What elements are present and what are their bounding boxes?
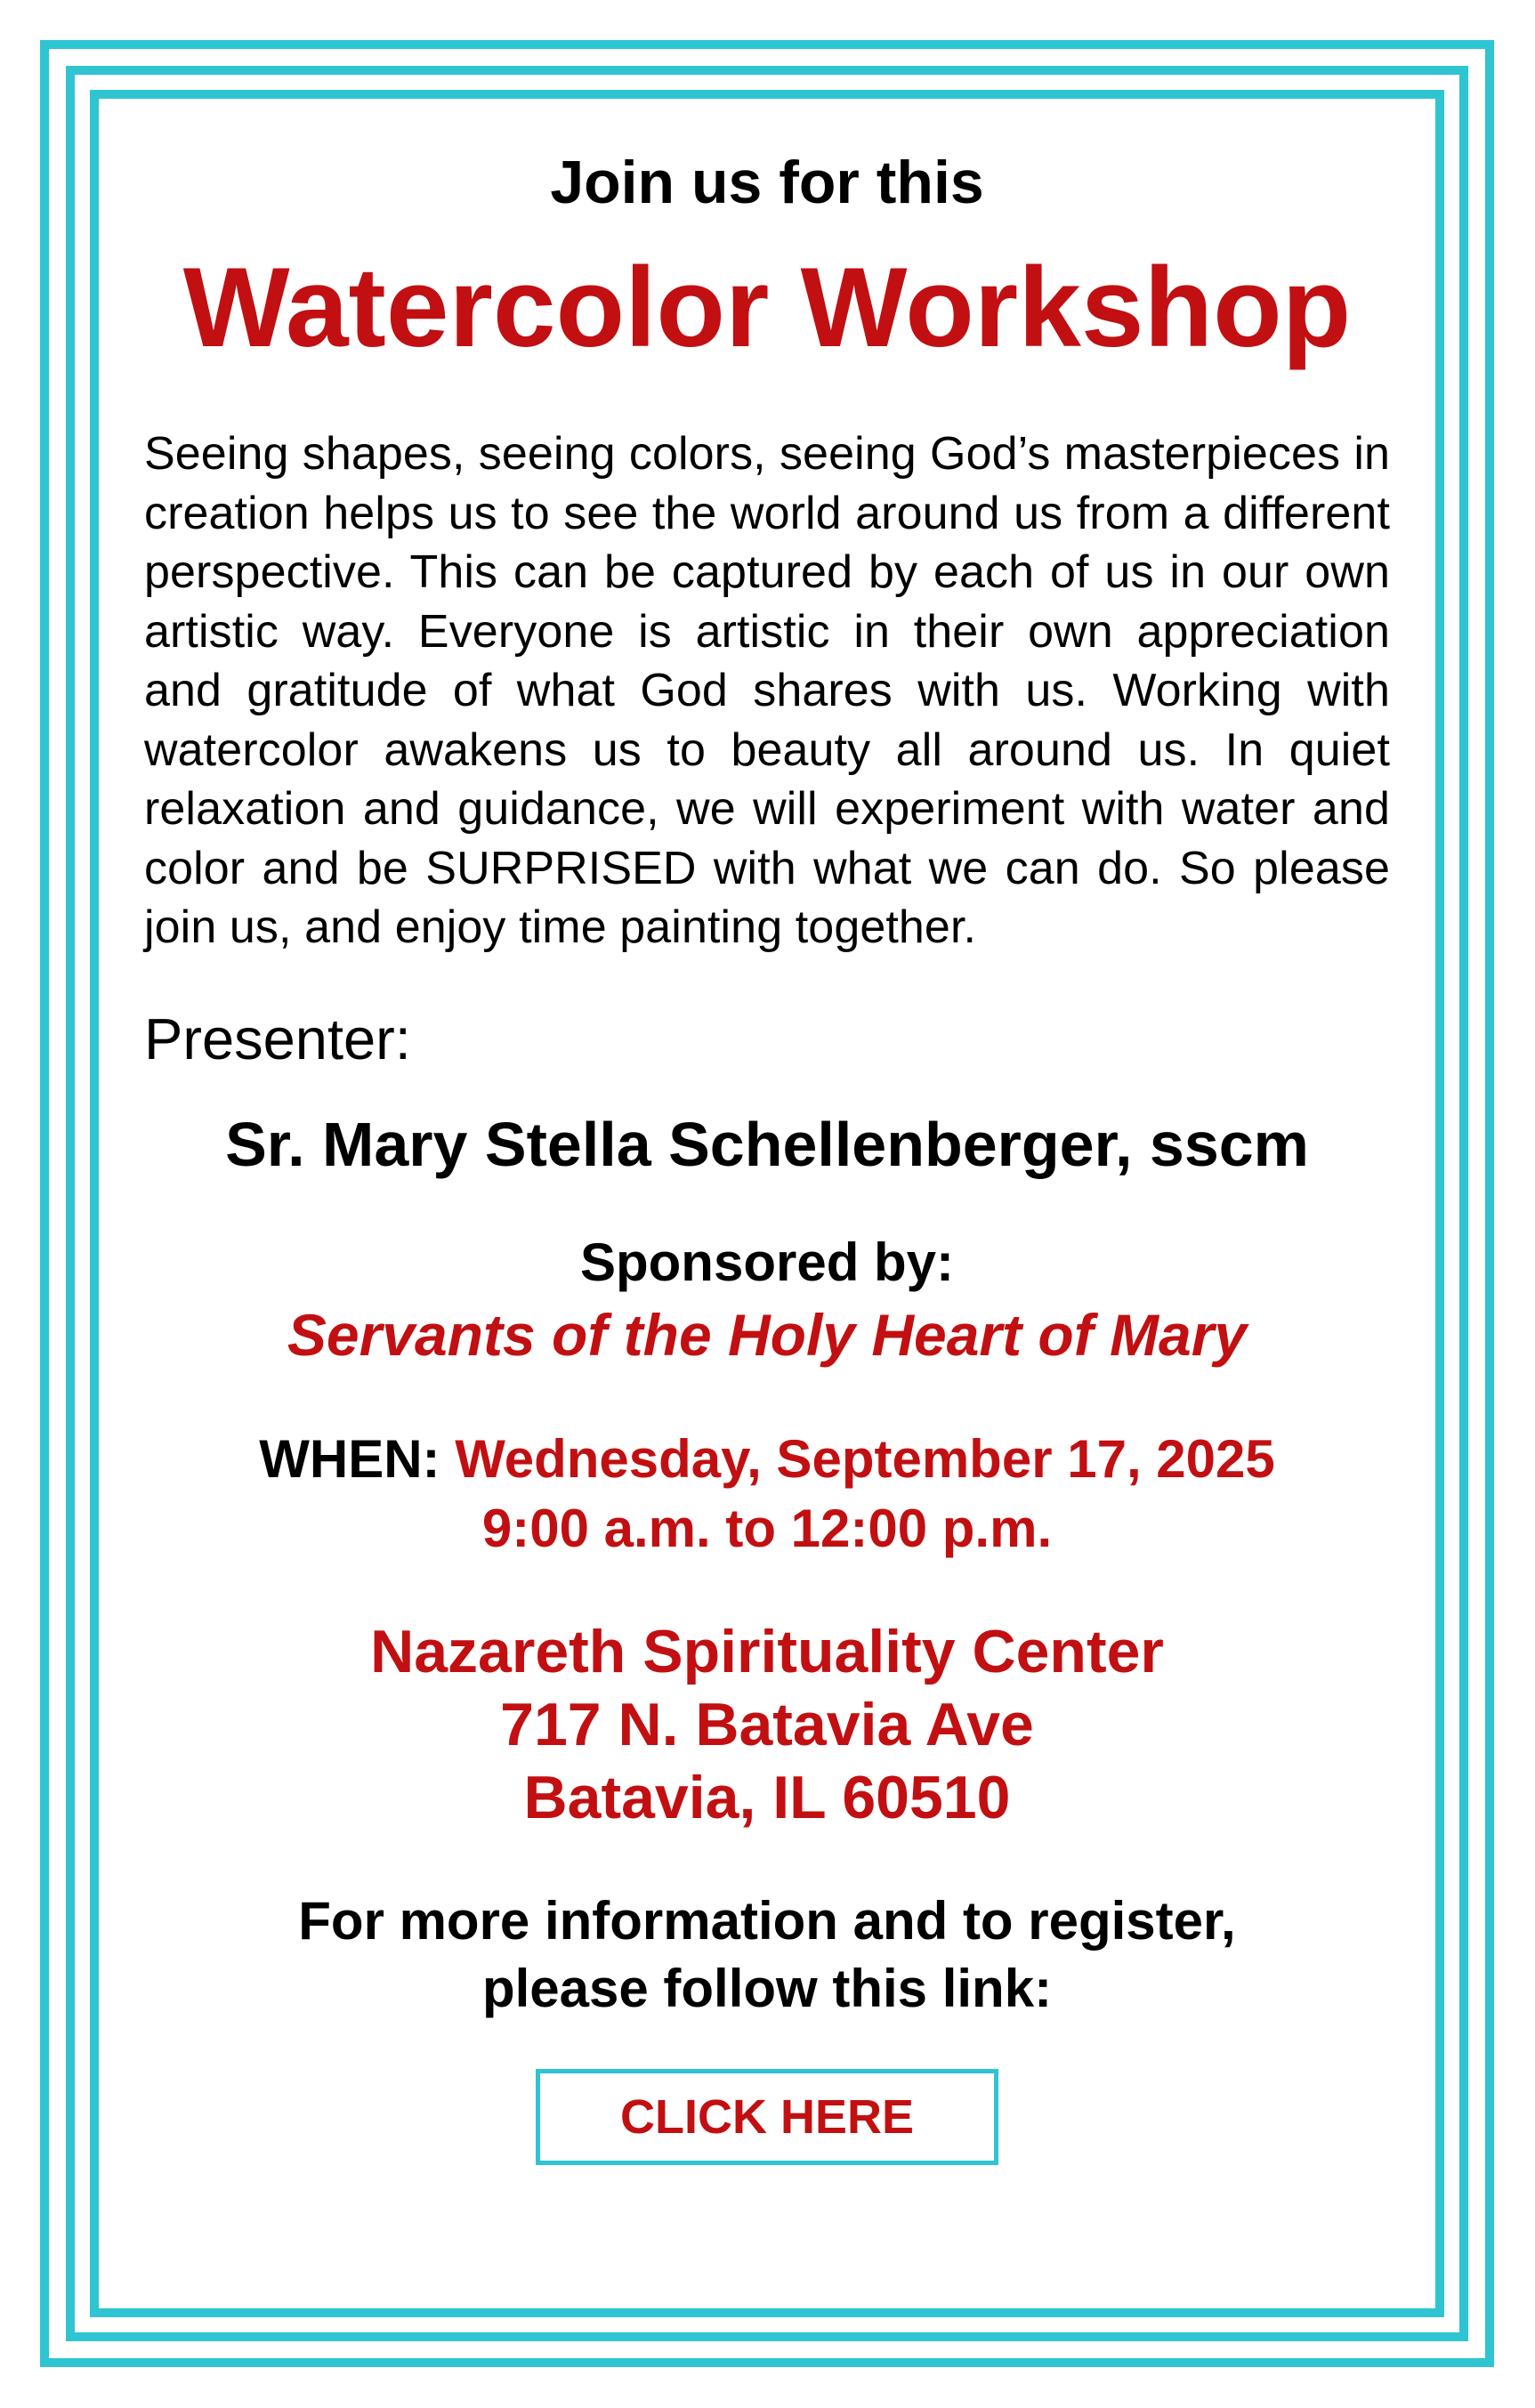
registration-info — [144, 1887, 1390, 2023]
venue-address — [144, 1615, 1390, 1834]
presenter-label: Presenter: — [144, 1006, 411, 1071]
venue-name: Nazareth Spirituality Center — [370, 1617, 1164, 1685]
event-date-line — [144, 1425, 1390, 1494]
registration-line-2: please follow this link: — [481, 1958, 1053, 2018]
registration-line-1: For more information and to register, — [298, 1890, 1236, 1951]
intro-text: Join us for this — [550, 149, 984, 216]
sponsor-label: Sponsored by: — [579, 1232, 955, 1292]
event-time: 9:00 a.m. to 12:00 p.m. — [481, 1498, 1053, 1558]
sponsor-name: Servants of the Holy Heart of Mary — [287, 1301, 1248, 1368]
cta-wrapper — [144, 2069, 1390, 2165]
venue-street: 717 N. Batavia Ave — [500, 1690, 1034, 1758]
description-paragraph: Seeing shapes, seeing colors, seeing God’s masterpieces in creation helps us to see the world around us from a different perspective. This can be captured by each of us in our own artistic way. Everyone is artistic in their own appreciation and gratitude of what God shares with us. Working with watercolor awakens us to beauty all around us. In quiet relaxation and guidance, we will experiment with water and color and be SURPRISED with what we can do. So please join us, and enjoy time painting together. — [144, 428, 1390, 953]
event-date: Wednesday, September 17, 2025 — [455, 1428, 1275, 1489]
event-when — [144, 1425, 1390, 1564]
when-label: WHEN: — [259, 1428, 440, 1489]
flyer-content — [144, 142, 1390, 2165]
presenter-name: Sr. Mary Stella Schellenberger, sscm — [225, 1109, 1309, 1179]
page-title: Watercolor Workshop — [182, 244, 1352, 370]
click-here-button[interactable]: CLICK HERE — [536, 2069, 998, 2165]
venue-city: Batavia, IL 60510 — [523, 1763, 1011, 1831]
